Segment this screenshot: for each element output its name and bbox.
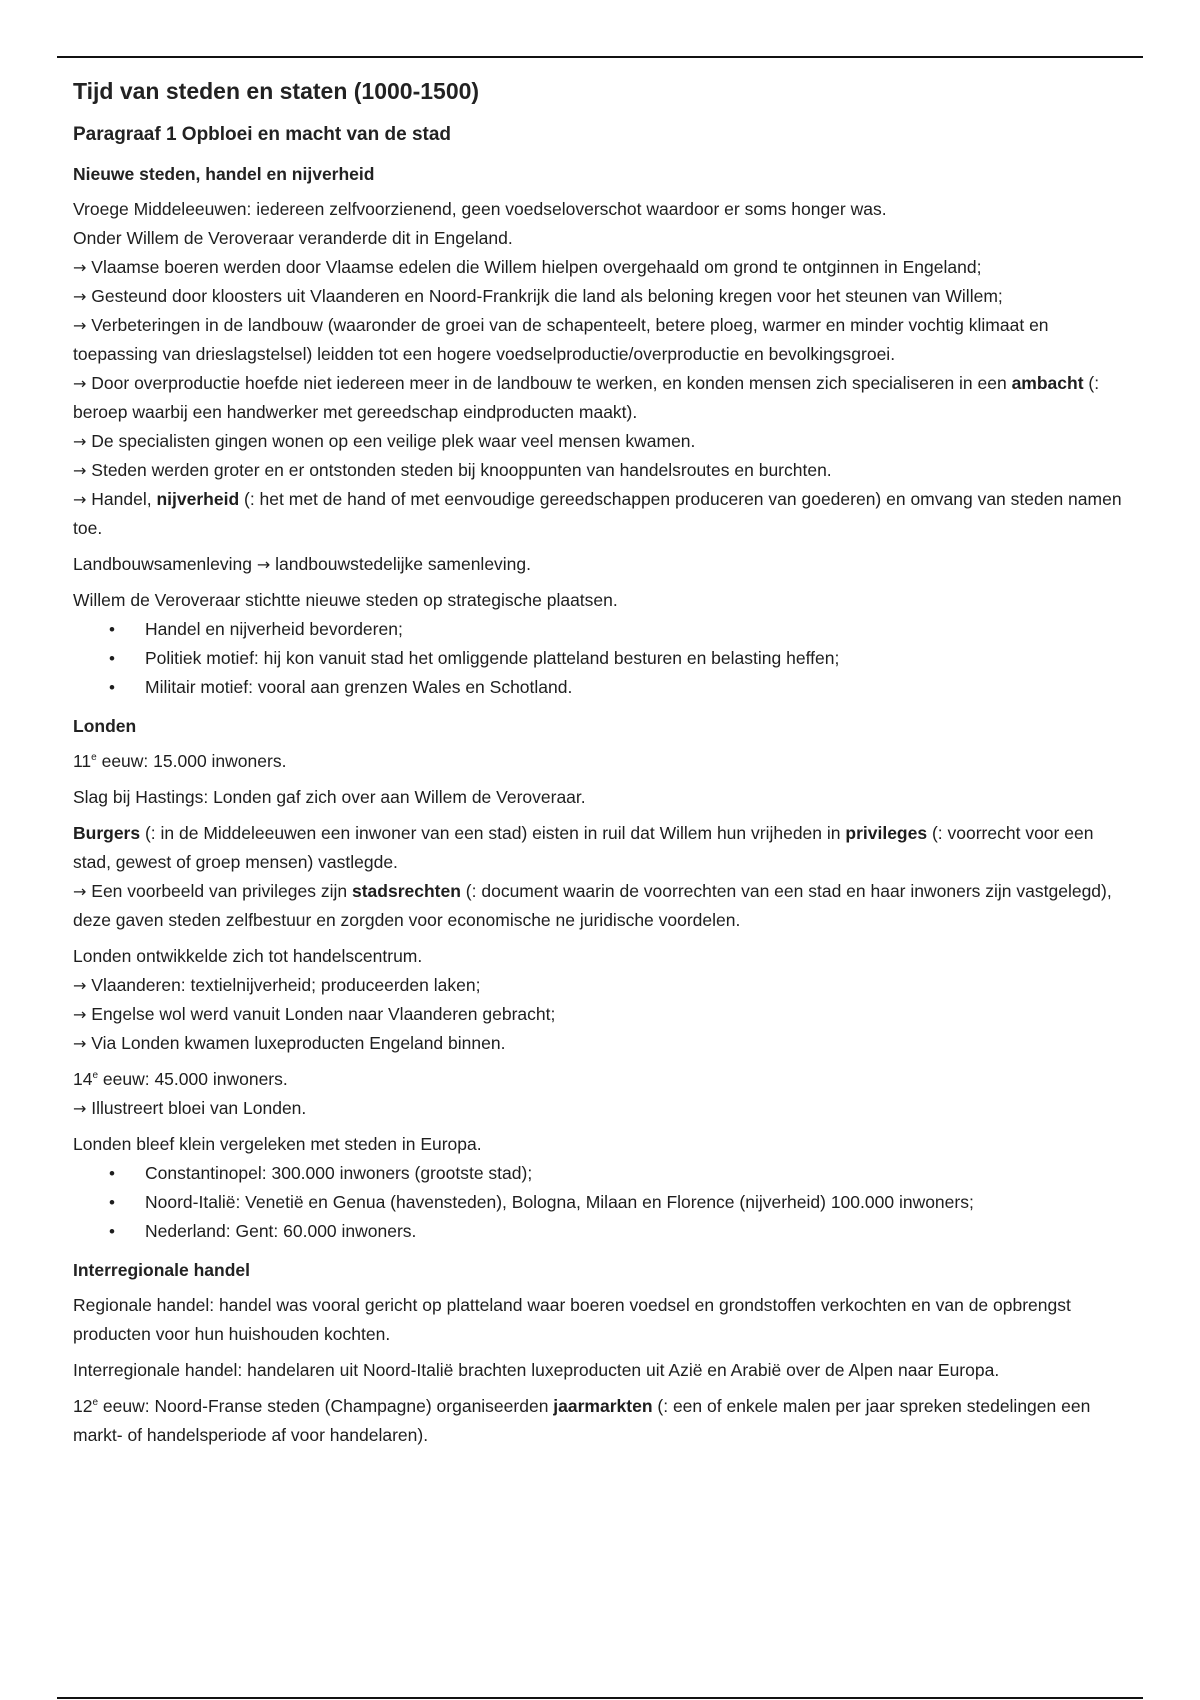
arrow-line: → Door overproductie hoefde niet iedereen meer in de landbouw te werken, en konden mensen zich specialiseren in een ambacht (: beroep waarbij een handwerker met gereedschap eindproducten maakt). [73,373,1100,422]
bullet-list [73,1159,1133,1246]
document-page [73,70,1133,1457]
section-heading-nieuwe-steden: Nieuwe steden, handel en nijverheid [73,164,375,184]
arrow-icon: → [73,287,87,306]
arrow-icon: → [73,316,87,335]
arrow-line: → Steden werden groter en er ontstonden steden bij knooppunten van handelsroutes en burchten. [73,460,832,480]
term-jaarmarkten: jaarmarkten [553,1396,653,1416]
arrow-line: → Vlaamse boeren werden door Vlaamse edelen die Willem hielpen overgehaald om grond te ontginnen in Engeland; [73,257,982,277]
arrow-line: → De specialisten gingen wonen op een veilige plek waar veel mensen kwamen. [73,431,696,451]
list-item: • Nederland: Gent: 60.000 inwoners. [73,1217,1133,1246]
text-line: 14e eeuw: 45.000 inwoners. [73,1069,288,1089]
text-line: Onder Willem de Veroveraar veranderde dit in Engeland. [73,228,513,248]
text-line: Interregionale handel: handelaren uit Noord-Italië brachten luxeproducten uit Azië en Arabië over de Alpen naar Europa. [73,1360,1000,1380]
document-title: Tijd van steden en staten (1000-1500) [73,78,480,104]
arrow-line: → Engelse wol werd vanuit Londen naar Vlaanderen gebracht; [73,1004,556,1024]
text-line: Vroege Middeleeuwen: iedereen zelfvoorzienend, geen voedseloverschot waardoor er soms honger was. [73,199,887,219]
list-item: • Constantinopel: 300.000 inwoners (grootste stad); [73,1159,1133,1188]
list-item: • Politiek motief: hij kon vanuit stad het omliggende platteland besturen en belasting heffen; [73,644,1133,673]
arrow-icon: → [73,432,87,451]
bullet-list [73,615,1133,702]
term-ambacht: ambacht [1011,373,1084,393]
list-item: • Noord-Italië: Venetië en Genua (havensteden), Bologna, Milaan en Florence (nijverheid) 100.000 inwoners; [73,1188,1133,1217]
arrow-line: → Vlaanderen: textielnijverheid; produceerden laken; [73,975,481,995]
arrow-line: → Een voorbeeld van privileges zijn stadsrechten (: document waarin de voorrechten van een stad en haar inwoners zijn vastgelegd), deze gaven steden zelfbestuur en zorgden voor economische ne juridische voordelen. [73,881,1112,930]
arrow-icon: → [256,555,271,574]
text-line: Slag bij Hastings: Londen gaf zich over aan Willem de Veroveraar. [73,787,586,807]
top-rule [57,56,1143,58]
arrow-icon: → [73,374,87,393]
text-line: Londen bleef klein vergeleken met steden in Europa. [73,1134,482,1154]
text-line: 11e eeuw: 15.000 inwoners. [73,751,287,771]
term-privileges: privileges [845,823,928,843]
text-line: Landbouwsamenleving → landbouwstedelijke samenleving. [73,554,532,574]
arrow-icon: → [73,882,87,901]
text-line: Londen ontwikkelde zich tot handelscentrum. [73,946,423,966]
paragraph-heading: Paragraaf 1 Opbloei en macht van de stad [73,124,452,145]
section-heading-londen: Londen [73,716,137,736]
arrow-icon: → [73,1099,87,1118]
text-line: Willem de Veroveraar stichtte nieuwe steden op strategische plaatsen. [73,590,618,610]
text-line: Burgers (: in de Middeleeuwen een inwoner van een stad) eisten in ruil dat Willem hun vrijheden in privileges (: voorrecht voor een stad, gewest of groep mensen) vastlegde. [73,823,1094,872]
arrow-icon: → [73,976,87,995]
text-line: Regionale handel: handel was vooral gericht op platteland waar boeren voedsel en grondstoffen verkochten en van de opbrengst producten voor hun huishouden kochten. [73,1295,1071,1344]
section-heading-interregionale-handel: Interregionale handel [73,1260,250,1280]
arrow-line: → Handel, nijverheid (: het met de hand of met eenvoudige gereedschappen produceren van goederen) en omvang van steden namen toe. [73,489,1122,538]
arrow-line: → Verbeteringen in de landbouw (waaronder de groei van de schapenteelt, betere ploeg, warmer en minder vochtig klimaat en toepassing van drieslagstelsel) leidden tot een hogere voedselproductie/overproductie en bevolkingsgroei. [73,315,1049,364]
list-item: • Militair motief: vooral aan grenzen Wales en Schotland. [73,673,1133,702]
arrow-icon: → [73,490,87,509]
list-item: • Handel en nijverheid bevorderen; [73,615,1133,644]
arrow-icon: → [73,1034,87,1053]
term-nijverheid: nijverheid [156,489,240,509]
arrow-line: → Illustreert bloei van Londen. [73,1098,307,1118]
arrow-icon: → [73,1005,87,1024]
term-stadsrechten: stadsrechten [352,881,461,901]
text-line: 12e eeuw: Noord-Franse steden (Champagne) organiseerden jaarmarkten (: een of enkele malen per jaar spreken stedelingen een markt- of handelsperiode af voor handelaren). [73,1396,1091,1445]
arrow-icon: → [73,258,87,277]
arrow-line: → Via Londen kwamen luxeproducten Engeland binnen. [73,1033,506,1053]
term-burgers: Burgers [73,823,141,843]
arrow-line: → Gesteund door kloosters uit Vlaanderen en Noord-Frankrijk die land als beloning kregen voor het steunen van Willem; [73,286,1003,306]
arrow-icon: → [73,461,87,480]
bottom-rule [57,1697,1143,1699]
